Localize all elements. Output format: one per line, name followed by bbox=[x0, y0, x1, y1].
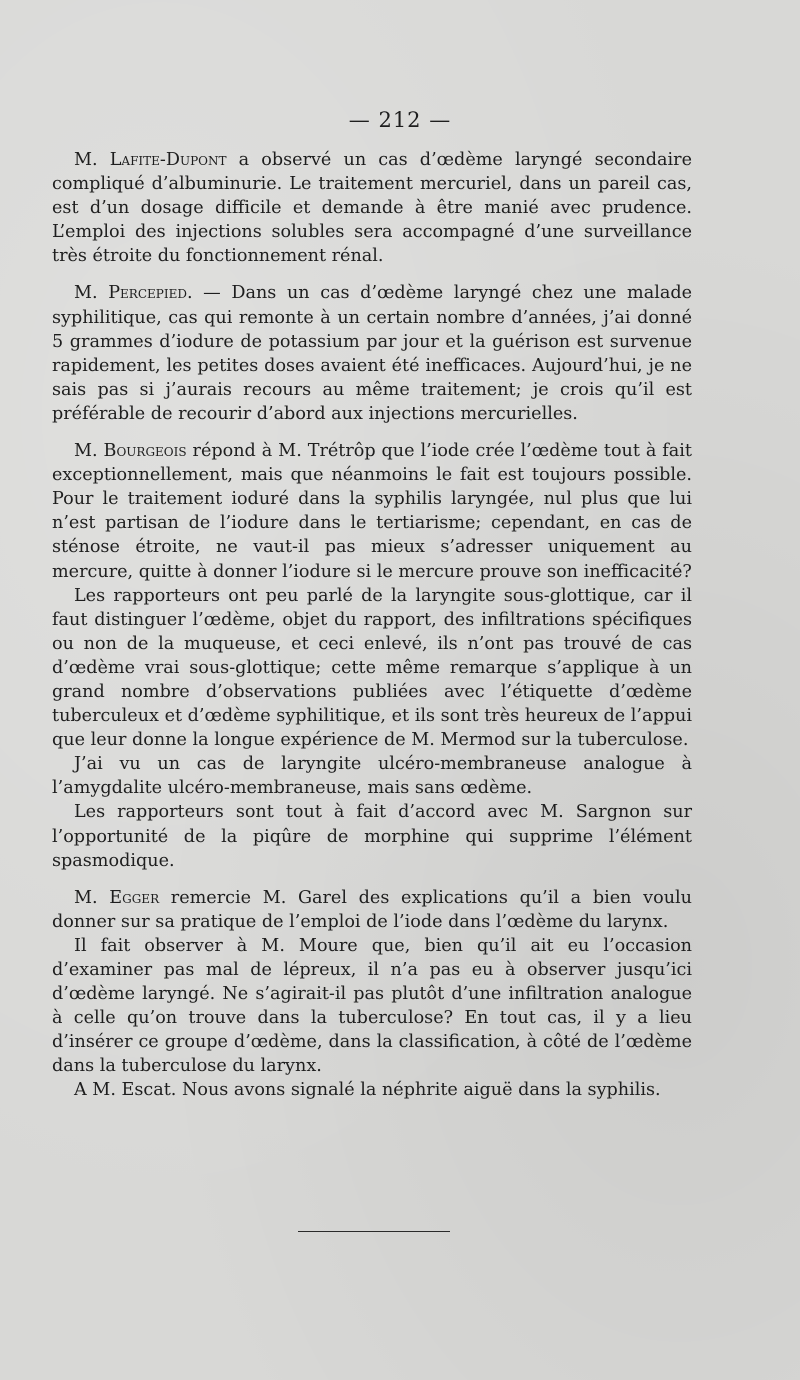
paragraph-rapporteurs-morphine: Les rapporteurs sont tout à fait d’accord avec M. Sargnon sur l’opportunité de la piqûre de morphine qui supprime l’élément spasmodique. bbox=[52, 802, 692, 871]
speaker-name: M. Bourgeois bbox=[74, 441, 187, 462]
paragraph-moure-lepreux: Il fait observer à M. Moure que, bien qu’il ait eu l’occasion d’examiner pas mal de lépreux, il n’a pas eu à observer jusqu’ici d’œdème laryngé. Ne s’agirait-il pas plutôt d’une infiltration analogue à celle qu’on trouve dans la tuberculose? En tout cas, il y a lieu d’insérer ce groupe d’œdème, dans la classification, à côté de l’œdème dans la tuberculose du larynx. bbox=[52, 935, 692, 1077]
body-text bbox=[52, 148, 692, 1103]
paragraph-bourgeois bbox=[52, 439, 692, 584]
speaker-name: M. Percepied. bbox=[74, 283, 193, 304]
paragraph-rapporteurs-laryngite: Les rapporteurs ont peu parlé de la laryngite sous-glottique, car il faut distinguer l’œdème, objet du rapport, des infiltrations spécifiques ou non de la muqueuse, et ceci enlevé, ils n’ont pas trouvé de cas d’œdème vrai sous-glottique; cette même remarque s’applique à un grand nombre d’observations publiées avec l’étiquette d’œdème tuberculeux et d’œdème syphilitique, et ils sont très heureux de l’appui que leur donne la longue expérience de M. Mermod sur la tuberculose. bbox=[52, 585, 692, 751]
section-divider bbox=[298, 1231, 450, 1232]
paragraph-text: répond à M. Trétrôp que l’iode crée l’œdème tout à fait exceptionnellement, mais que néanmoins le fait est toujours possible. Pour le traitement ioduré dans la syphilis laryngée, nul plus que lui n’est partisan de l’iodure dans le tertiarisme; cependant, en cas de sténose étroite, ne vaut-il pas mieux s’adresser uniquement au mercure, quitte à donner l’iodure si le mercure prouve son inefficacité? bbox=[52, 441, 692, 582]
speaker-name: M. Lafite-Dupont bbox=[74, 150, 227, 170]
page-number: — 212 — bbox=[348, 108, 452, 132]
paragraph-text: a observé un cas d’œdème laryngé secondaire compliqué d’albuminurie. Le traitement mercuriel, dans un pareil cas, est d’un dosage difficile et demande à être manié avec prudence. L’emploi des injections solubles sera accompagné d’une surveillance très étroite du fonctionnement rénal. bbox=[52, 150, 692, 267]
paragraph-laryngite-ulcero: J’ai vu un cas de laryngite ulcéro-membraneuse analogue à l’amygdalite ulcéro-membraneuse, mais sans œdème. bbox=[52, 754, 692, 799]
paragraph-escat: A M. Escat. Nous avons signalé la néphrite aiguë dans la syphilis. bbox=[74, 1080, 661, 1101]
paragraph-egger bbox=[52, 886, 692, 934]
paragraph-text: remercie M. Garel des explications qu’il a bien voulu donner sur sa pratique de l’emploi de l’iode dans l’œdème du larynx. bbox=[52, 887, 692, 932]
paragraph-percepied bbox=[52, 281, 692, 426]
speaker-name: M. Egger bbox=[74, 887, 160, 908]
paragraph-lafite-dupont bbox=[52, 148, 692, 268]
paragraph-text: — Dans un cas d’œdème laryngé chez une malade syphilitique, cas qui remonte à un certain nombre d’années, j’ai donné 5 grammes d’iodure de potassium par jour et la guérison est survenue rapidement, les petites doses avaient été inefficaces. Aujourd’hui, je ne sais pas si j’aurais recours au même traitement; je crois qu’il est préférable de recourir d’abord aux injections mercurielles. bbox=[52, 283, 693, 424]
